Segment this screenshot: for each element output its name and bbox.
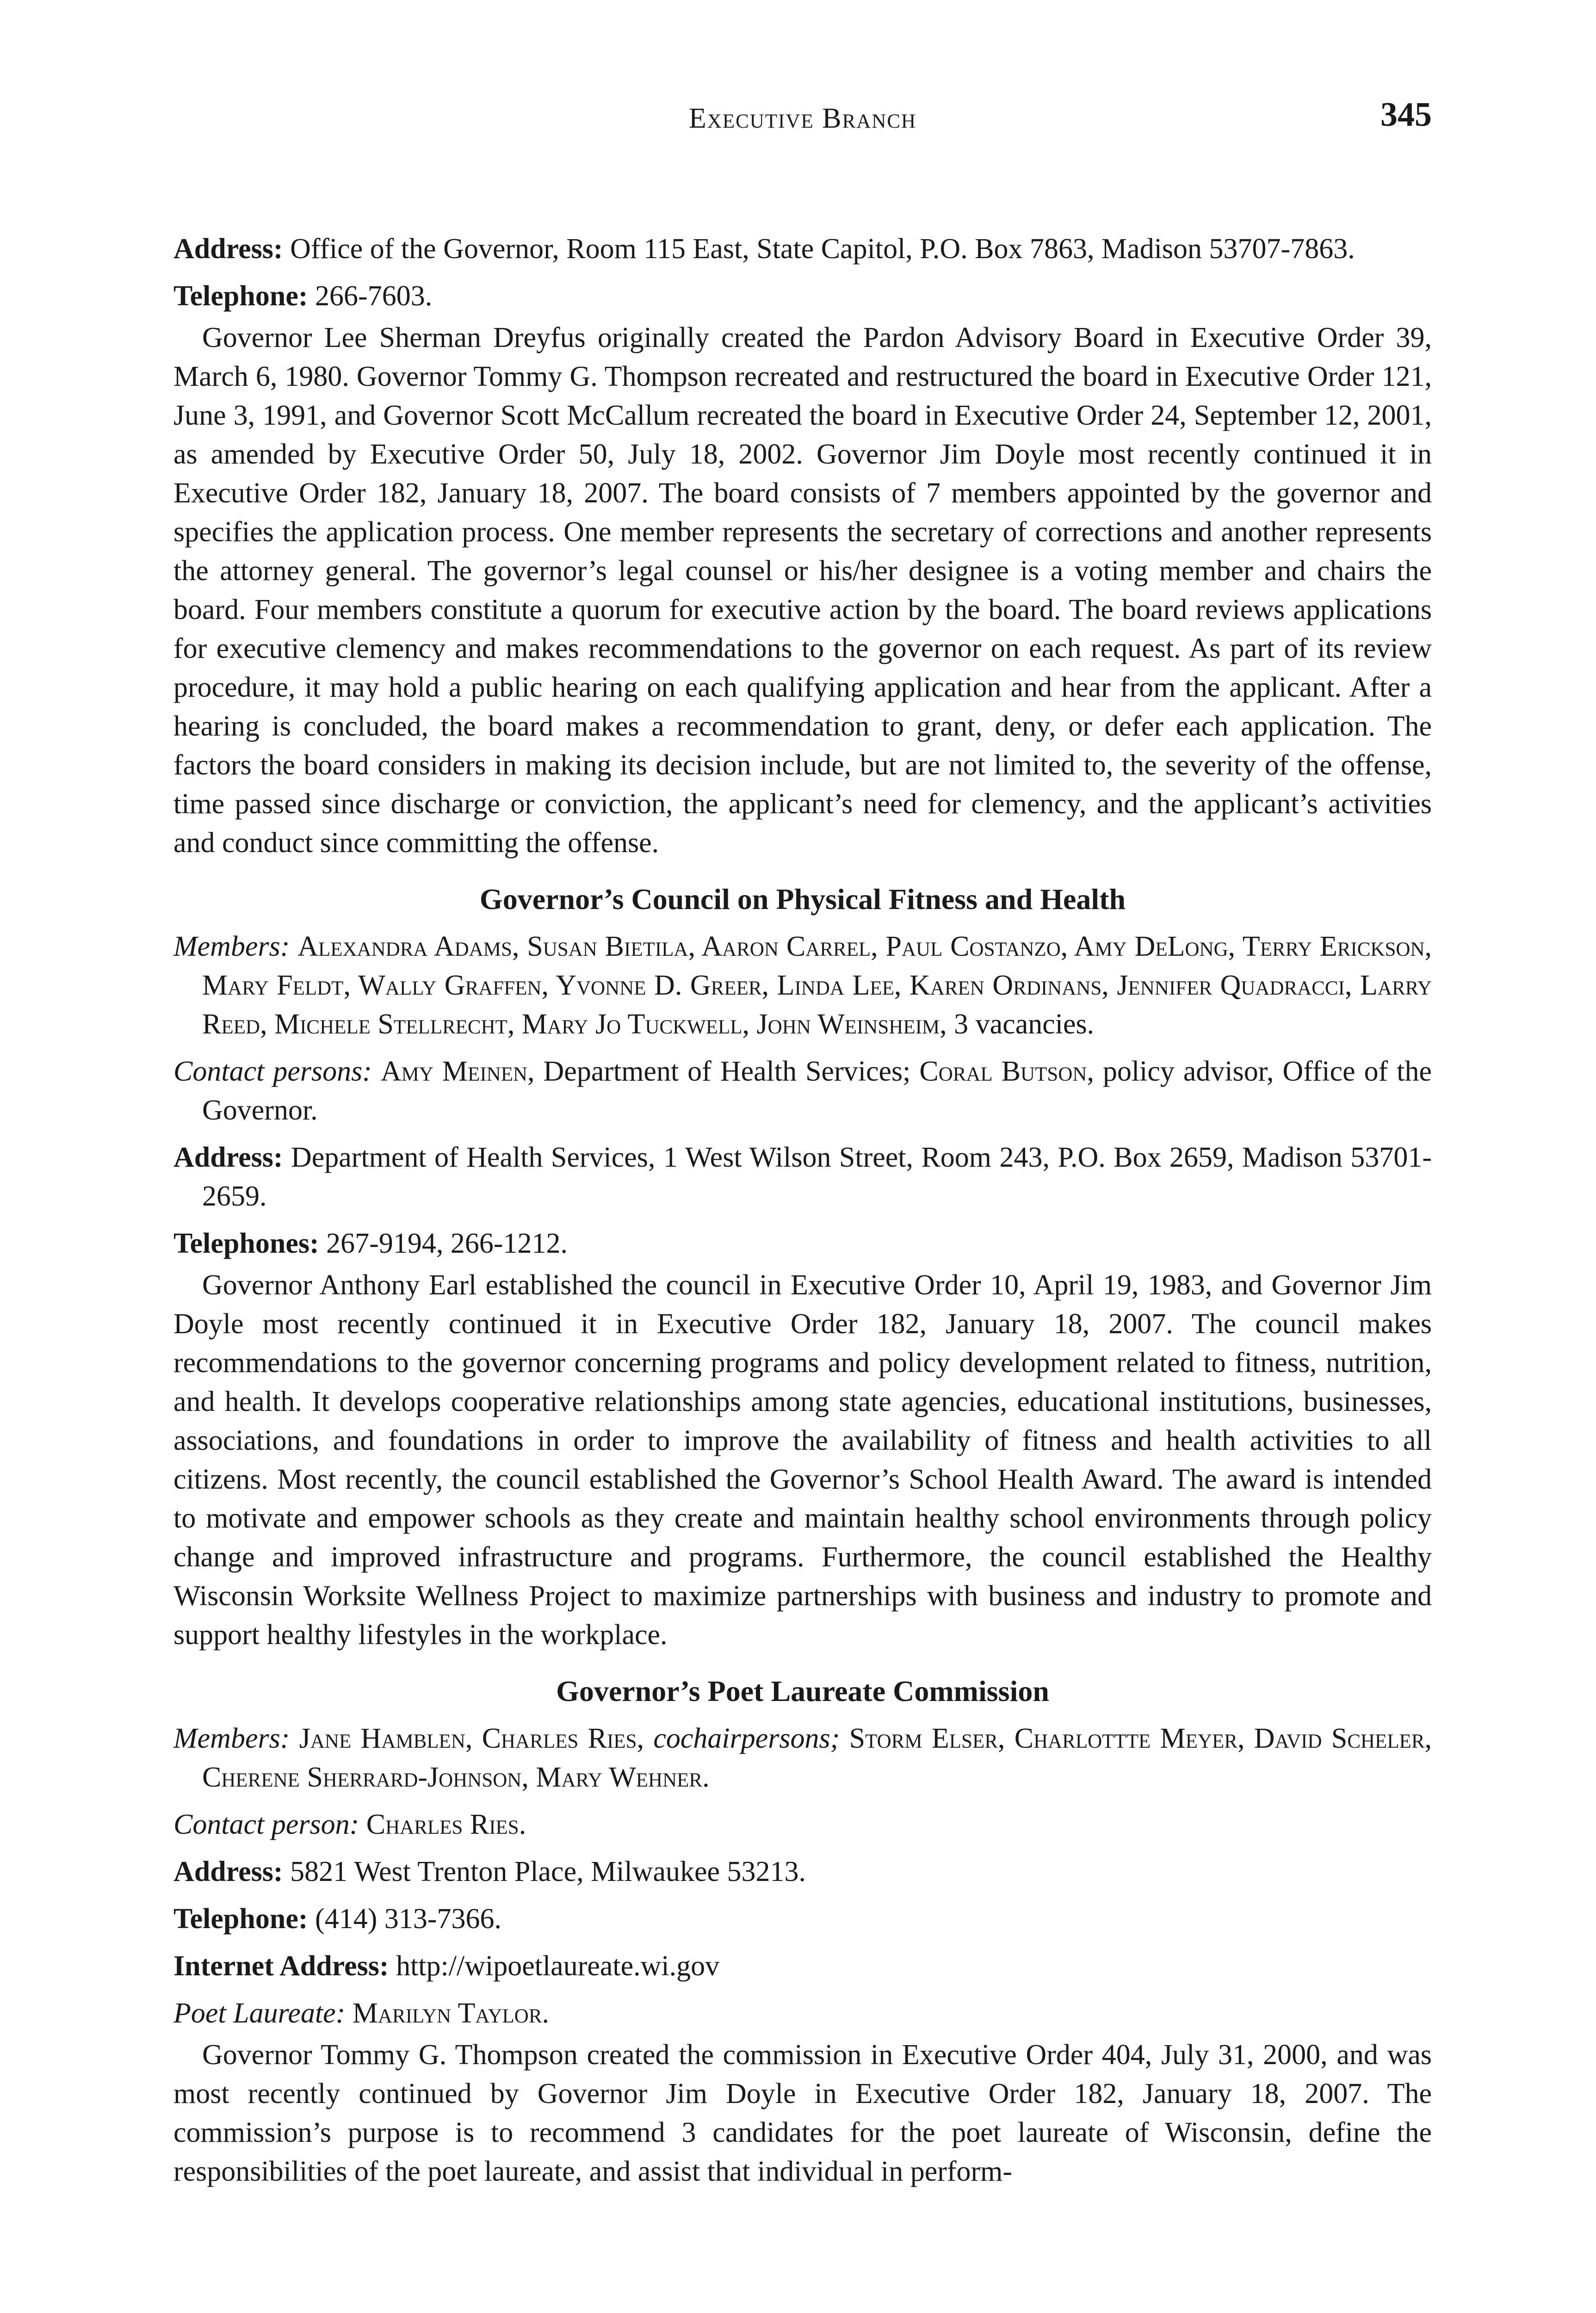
laureate-label: Poet Laureate: xyxy=(173,1998,346,2029)
telephone-value: 266-7603. xyxy=(315,280,433,312)
document-page xyxy=(173,93,1432,2191)
address-label: Address: xyxy=(173,1856,283,1887)
fitness-council-description: Governor Anthony Earl established the council in Executive Order 10, April 19, 1983, and Governor Jim Doyle most recently continued it in Executive Order 182, January 18, 2007. The council makes recommendations to the governor concerning programs and policy development related to fitness, nutrition, and health. It develops cooperative relationships among state agencies, educational institutions, businesses, associations, and foundations in order to improve the availability of fitness and health activities to all citizens. Most recently, the council established the Governor’s School Health Award. The award is intended to motivate and empower schools as they create and maintain healthy school environments through policy change and improved infrastructure and programs. Furthermore, the council established the Healthy Wisconsin Worksite Wellness Project to maximize partnerships with business and industry to promote and support healthy lifestyles in the workplace. xyxy=(173,1269,1432,1651)
poet-commission-contact xyxy=(173,1805,1432,1844)
contact-label: Contact person: xyxy=(173,1809,359,1840)
address-value: 5821 West Trenton Place, Milwaukee 53213. xyxy=(290,1856,806,1887)
poet-commission-members xyxy=(173,1719,1432,1797)
running-header-title: Executive Branch xyxy=(688,103,917,134)
poet-commission-address xyxy=(173,1852,1432,1891)
fitness-council-heading: Governor’s Council on Physical Fitness and Health xyxy=(479,883,1126,915)
members-label: Members: xyxy=(173,1723,290,1754)
fitness-council-address xyxy=(173,1138,1432,1216)
telephones-value: 267-9194, 266-1212. xyxy=(326,1228,568,1259)
vacancies: 3 vacancies. xyxy=(954,1008,1095,1040)
fitness-council-contacts xyxy=(173,1052,1432,1130)
address-value: Office of the Governor, Room 115 East, State Capitol, P.O. Box 7863, Madison 53707-7863. xyxy=(290,233,1355,265)
poet-commission-heading: Governor’s Poet Laureate Commission xyxy=(556,1675,1049,1707)
members-list: Alexandra Adams, Susan Bietila, Aaron Carrel, Paul Costanzo, Amy DeLong, Terry Erickson, Mary Feldt, Wally Graffen, Yvonne D. Greer, Linda Lee, Karen Ordinans, Jennifer Quadracci, Larry Reed, Michele Stellrecht, Mary Jo Tuckwell, John Weinsheim, xyxy=(202,931,1432,1040)
contact-role: , Department of Health Services; xyxy=(527,1056,920,1087)
contacts-label: Contact persons: xyxy=(173,1056,372,1087)
members-list: Storm Elser, Charlottte Meyer, David Scheler, Cherene Sherrard-Johnson, Mary Wehner. xyxy=(202,1723,1432,1793)
poet-commission-internet xyxy=(173,1947,1432,1985)
internet-label: Internet Address: xyxy=(173,1950,389,1982)
members-label: Members: xyxy=(173,931,290,962)
poet-commission-telephone xyxy=(173,1899,1432,1938)
contact-role: , policy advisor, Office of the Governor. xyxy=(202,1056,1432,1126)
fitness-council-telephones xyxy=(173,1224,1432,1263)
cochairs-title: cochairpersons; xyxy=(653,1723,840,1754)
page-number: 345 xyxy=(1380,96,1432,134)
internet-address: http://wipoetlaureate.wi.gov xyxy=(396,1950,720,1982)
laureate-name: Marilyn Taylor. xyxy=(352,1998,550,2029)
fitness-council-members xyxy=(173,927,1432,1044)
pardon-board-telephone xyxy=(173,277,1432,315)
address-label: Address: xyxy=(173,233,283,265)
telephones-label: Telephones: xyxy=(173,1228,319,1259)
telephone-label: Telephone: xyxy=(173,1903,308,1935)
contact-name: Amy Meinen xyxy=(380,1056,528,1087)
cochairs-list: Jane Hamblen, Charles Ries, xyxy=(299,1723,644,1754)
address-value: Department of Health Services, 1 West Wilson Street, Room 243, P.O. Box 2659, Madison 53701-2659. xyxy=(202,1142,1432,1212)
contact-name: Coral Butson xyxy=(919,1056,1087,1087)
pardon-board-address xyxy=(173,229,1432,268)
telephone-label: Telephone: xyxy=(173,280,308,312)
running-header xyxy=(173,93,1432,148)
contact-name: Charles Ries. xyxy=(366,1809,526,1840)
address-label: Address: xyxy=(173,1142,283,1173)
poet-laureate xyxy=(173,1994,1432,2033)
telephone-value: (414) 313-7366. xyxy=(315,1903,501,1935)
poet-commission-description: Governor Tommy G. Thompson created the commission in Executive Order 404, July 31, 2000, and was most recently continued by Governor Jim Doyle in Executive Order 182, January 18, 2007. The commission’s purpose is to recommend 3 candidates for the poet laureate of Wisconsin, define the responsibilities of the poet laureate, and assist that individual in perform- xyxy=(173,2039,1432,2187)
pardon-board-description: Governor Lee Sherman Dreyfus originally created the Pardon Advisory Board in Executive Order 39, March 6, 1980. Governor Tommy G. Thompson recreated and restructured the board in Executive Order 121, June 3, 1991, and Governor Scott McCallum recreated the board in Executive Order 24, September 12, 2001, as amended by Executive Order 50, July 18, 2002. Governor Jim Doyle most recently continued it in Executive Order 182, January 18, 2007. The board consists of 7 members appointed by the governor and specifies the application process. One member represents the secretary of corrections and another represents the attorney general. The governor’s legal counsel or his/her designee is a voting member and chairs the board. Four members constitute a quorum for executive action by the board. The board reviews applications for executive clemency and makes recommendations to the governor on each request. As part of its review procedure, it may hold a public hearing on each qualifying application and hear from the applicant. After a hearing is concluded, the board makes a recommendation to grant, deny, or defer each application. The factors the board considers in making its decision include, but are not limited to, the severity of the offense, time passed since discharge or conviction, the applicant’s need for clemency, and the applicant’s activities and conduct since committing the offense. xyxy=(173,322,1432,859)
